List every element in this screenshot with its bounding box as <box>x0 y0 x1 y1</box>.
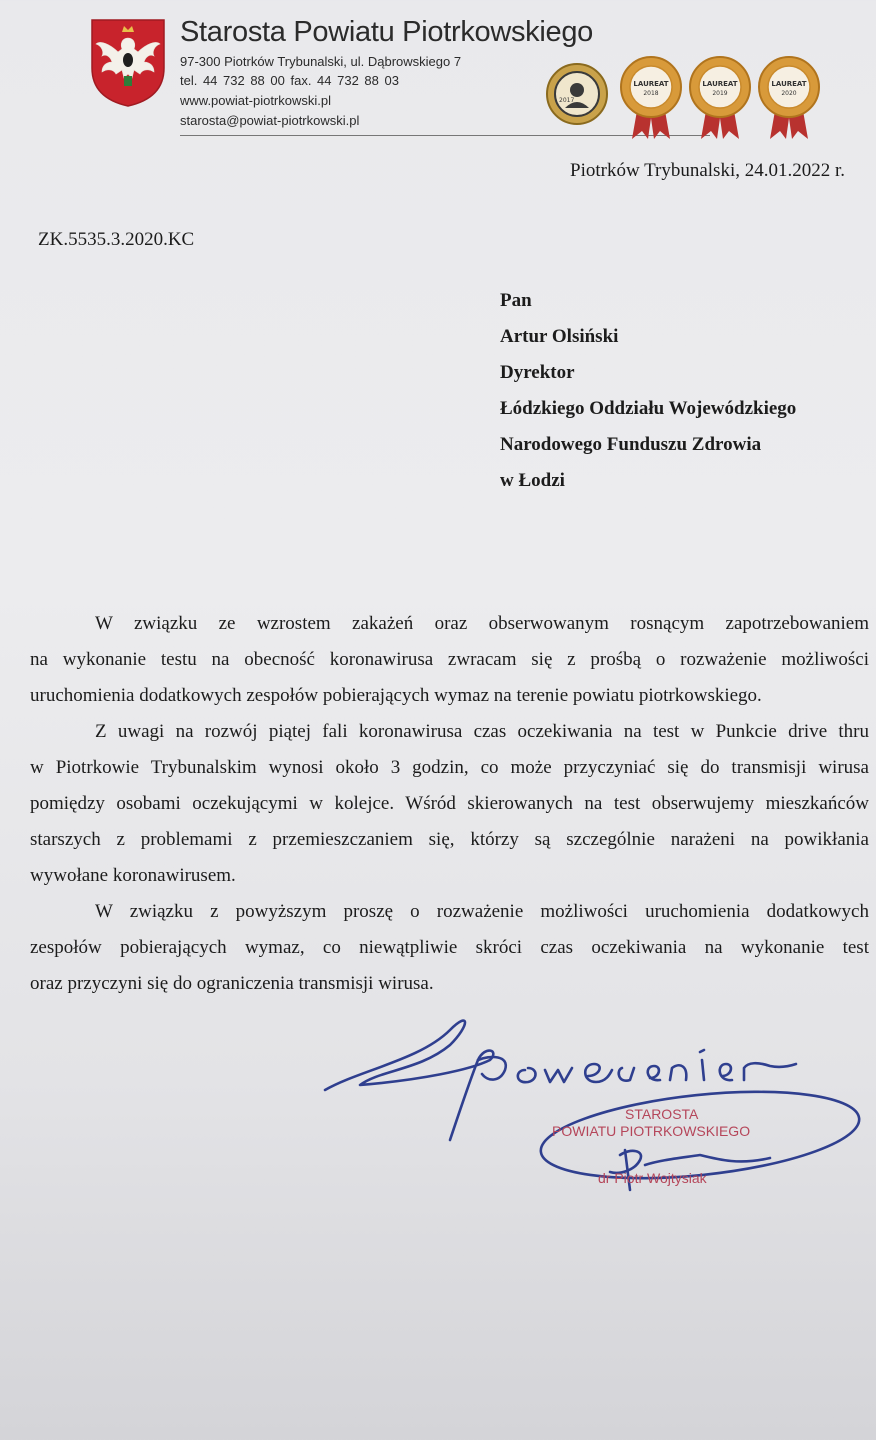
paragraph-line: starszych z problemami z przemieszczaniem się, którzy są szczególnie narażeni na powikłania <box>30 829 869 850</box>
body-paragraph <box>30 894 869 1002</box>
paragraph-line: Z uwagi na rozwój piątej fali koronawirusa czas oczekiwania na test w Punkcie drive thru <box>95 721 869 742</box>
paragraph-line: uruchomienia dodatkowych zespołów pobierających wymaz na terenie powiatu piotrkowskiego. <box>30 685 762 706</box>
letterhead-title: Starosta Powiatu Piotrkowskiego <box>180 16 594 48</box>
recipient-position: Dyrektor <box>500 362 575 383</box>
svg-text:LAUREAT: LAUREAT <box>771 80 807 88</box>
paragraph-line: zespołów pobierających wymaz, co niewątpliwie skróci czas oczekiwania na wykonanie test <box>30 937 869 958</box>
laureat-badge-icon <box>685 55 755 141</box>
reference-number: ZK.5535.3.2020.KC <box>38 229 195 250</box>
laureat-badge-icon <box>754 55 824 141</box>
svg-text:2020: 2020 <box>781 90 797 97</box>
stamp-signatory: dr Piotr Wojtysiak <box>598 1170 707 1186</box>
paragraph-line: na wykonanie testu na obecność koronawirusa zwracam się z prośbą o rozważenie możliwości <box>30 649 869 670</box>
paragraph-line: wywołane koronawirusem. <box>30 865 236 886</box>
letterhead-address: 97-300 Piotrków Trybunalski, ul. Dąbrowskiego 7 <box>180 54 462 69</box>
body-paragraph <box>30 606 869 714</box>
paragraph-line: w Piotrkowie Trybunalskim wynosi około 3 godzin, co może przyczyniać się do transmisji wirusa <box>30 757 869 778</box>
recipient-name: Artur Olsiński <box>500 326 619 347</box>
paragraph-line: W związku z powyższym proszę o rozważenie możliwości uruchomienia dodatkowych <box>95 901 869 922</box>
stamp-title: STAROSTA <box>625 1106 699 1122</box>
svg-text:LAUREAT: LAUREAT <box>633 80 669 88</box>
letterhead-website: www.powiat-piotrkowski.pl <box>180 93 331 108</box>
svg-text:2018: 2018 <box>643 90 659 97</box>
handwritten-signature <box>300 1000 876 1210</box>
seal-year: 2017 <box>559 97 575 104</box>
coat-of-arms-icon <box>88 16 168 108</box>
stamp-office: POWIATU PIOTRKOWSKIEGO <box>552 1123 751 1139</box>
svg-text:LAUREAT: LAUREAT <box>702 80 738 88</box>
body-paragraph <box>30 714 869 894</box>
paragraph-line: oraz przyczyni się do ograniczenia transmisji wirusa. <box>30 973 434 994</box>
letterhead-phone-fax: tel. 44 732 88 00 fax. 44 732 88 03 <box>180 73 399 88</box>
paragraph-line: pomiędzy osobami oczekującymi w kolejce. Wśród skierowanych na test obserwujemy mieszkańców <box>30 793 869 814</box>
svg-text:2019: 2019 <box>712 90 728 97</box>
laureat-badge-icon <box>616 55 686 141</box>
recipient-city: w Łodzi <box>500 470 565 491</box>
recipient-institution: Łódzkiego Oddziału Wojewódzkiego <box>500 398 797 419</box>
award-seal-icon <box>545 62 609 126</box>
letterhead-email: starosta@powiat-piotrkowski.pl <box>180 113 360 128</box>
recipient-institution: Narodowego Funduszu Zdrowia <box>500 434 762 455</box>
paragraph-line: W związku ze wzrostem zakażeń oraz obserwowanym rosnącym zapotrzebowaniem <box>95 613 869 634</box>
recipient-salutation: Pan <box>500 290 532 311</box>
date-line: Piotrków Trybunalski, 24.01.2022 r. <box>570 160 846 181</box>
